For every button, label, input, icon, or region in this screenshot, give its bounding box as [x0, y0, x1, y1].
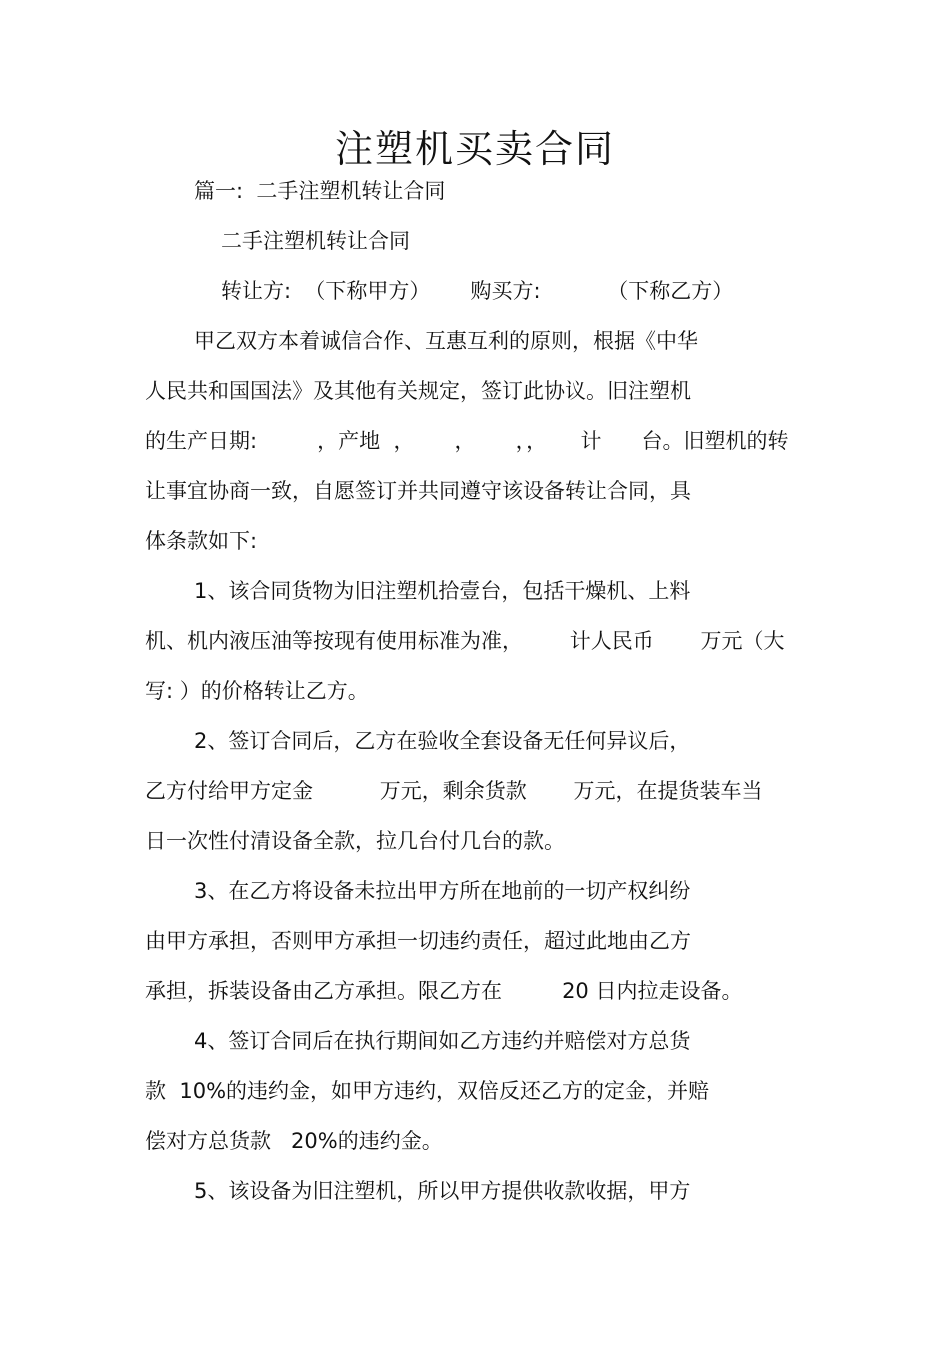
clause-3-line: 3、在乙方将设备未拉出甲方所在地前的一切产权纠纷	[194, 879, 691, 903]
paragraph-line: 让事宜协商一致，自愿签订并共同遵守该设备转让合同，具	[145, 479, 691, 503]
clause-1-line: 1、该合同货物为旧注塑机拾壹台，包括干燥机、上料	[194, 579, 691, 603]
parties-line: 转让方: （下称甲方） 购买方: （下称乙方）	[221, 279, 734, 303]
document-title: 注塑机买卖合同	[334, 127, 615, 171]
clause-4-line: 偿对方总货款 20%的违约金。	[145, 1129, 443, 1153]
clause-4-line: 4、签订合同后在执行期间如乙方违约并赔偿对方总货	[194, 1029, 691, 1053]
clause-1-line: 写: ）的价格转让乙方。	[145, 679, 369, 703]
contract-subtitle: 二手注塑机转让合同	[221, 229, 410, 253]
clause-4-line: 款 10%的违约金，如甲方违约，双倍反还乙方的定金，并赔	[145, 1079, 710, 1103]
clause-1-line: 机、机内液压油等按现有使用标准为准， 计人民币 万元（大	[145, 629, 785, 653]
paragraph-line: 的生产日期: ，产地 ， ， ，， 计 台。旧塑机的转	[145, 429, 789, 453]
clause-3-line: 承担，拆装设备由乙方承担。限乙方在 20 日内拉走设备。	[145, 979, 743, 1003]
clause-3-line: 由甲方承担，否则甲方承担一切违约责任，超过此地由乙方	[145, 929, 691, 953]
clause-2-line: 2、签订合同后，乙方在验收全套设备无任何异议后，	[194, 729, 691, 753]
clause-2-line: 乙方付给甲方定金 万元，剩余货款 万元，在提货装车当	[145, 779, 763, 803]
clause-5-line: 5、该设备为旧注塑机，所以甲方提供收款收据，甲方	[194, 1179, 691, 1203]
paragraph-line: 甲乙双方本着诚信合作、互惠互利的原则，根据《中华	[194, 329, 698, 353]
paragraph-line: 体条款如下:	[145, 529, 258, 553]
section-heading: 篇一: 二手注塑机转让合同	[194, 179, 446, 203]
paragraph-line: 人民共和国国法》及其他有关规定，签订此协议。旧注塑机	[145, 379, 691, 403]
clause-2-line: 日一次性付清设备全款，拉几台付几台的款。	[145, 829, 565, 853]
